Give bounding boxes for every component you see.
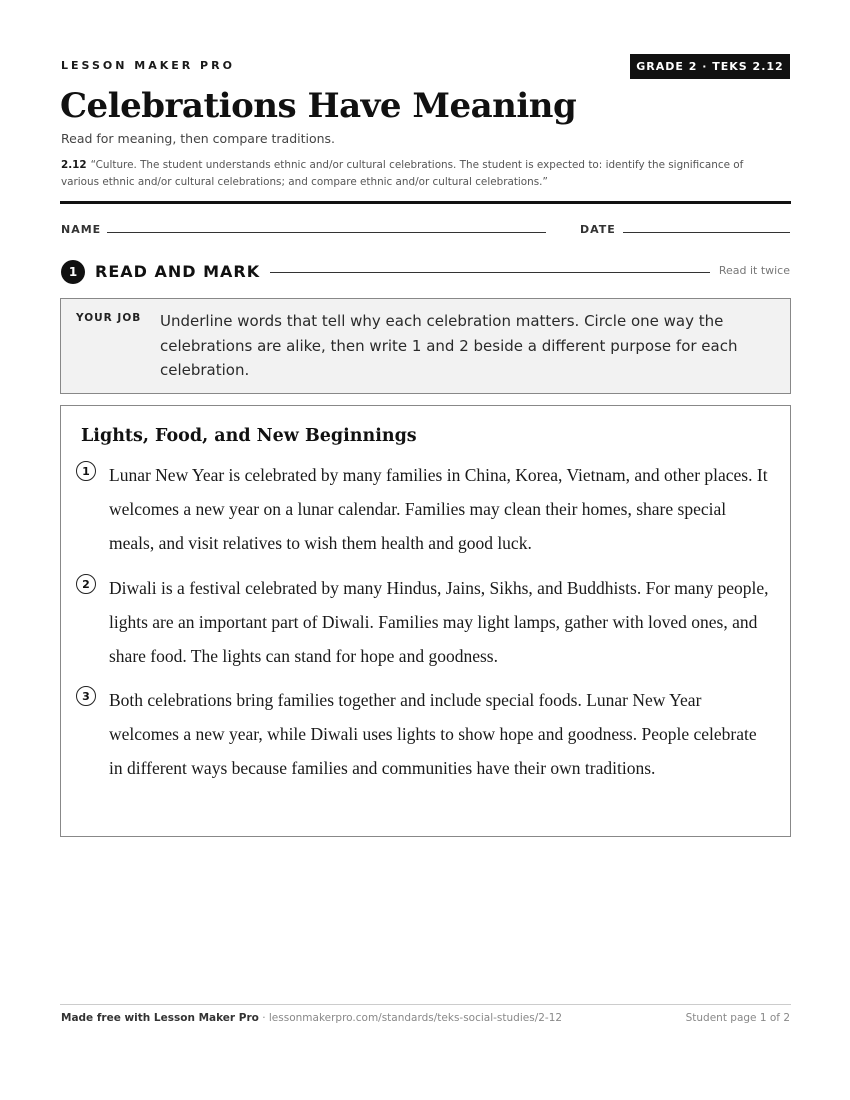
- date-label: DATE: [580, 223, 616, 236]
- footer-credit: [61, 1012, 562, 1024]
- paragraph-text[interactable]: Both celebrations bring families together and include special foods. Lunar New Year welcomes a new year, while Diwali uses lights to show hope and goodness. People celebrate in different ways because families and communities have their own traditions.: [109, 690, 757, 778]
- paragraph-number-badge: 3: [76, 686, 96, 706]
- footer-url[interactable]: · lessonmakerpro.com/standards/teks-social-studies/2-12: [262, 1012, 563, 1024]
- paragraph-number-badge: 1: [76, 461, 96, 481]
- page-title: Celebrations Have Meaning: [60, 86, 577, 126]
- grade-badge: GRADE 2 · TEKS 2.12: [630, 54, 790, 79]
- name-field[interactable]: [107, 232, 546, 233]
- paragraph-number-badge: 2: [76, 574, 96, 594]
- job-label: YOUR JOB: [76, 312, 142, 324]
- header-divider: [60, 201, 791, 204]
- section-divider: [270, 272, 710, 273]
- standard-statement: [61, 157, 781, 191]
- name-label: NAME: [61, 223, 102, 236]
- section-number-badge: 1: [61, 260, 85, 284]
- page-subtitle: Read for meaning, then compare traditions.: [61, 131, 336, 146]
- job-instructions-box: [60, 298, 791, 394]
- date-field[interactable]: [623, 232, 790, 233]
- reading-passage: [60, 405, 791, 837]
- footer-divider: [60, 1004, 791, 1005]
- standard-code: 2.12: [61, 159, 87, 171]
- page-indicator: Student page 1 of 2: [685, 1012, 790, 1024]
- footer-brand: Made free with Lesson Maker Pro: [61, 1012, 259, 1024]
- paragraph-text[interactable]: Diwali is a festival celebrated by many Hindus, Jains, Sikhs, and Buddhists. For many people, lights are an important part of Diwali. Families may light lamps, gather with loved ones, and share food. The lights can stand for hope and goodness.: [109, 578, 769, 666]
- standard-text: “Culture. The student understands ethnic and/or cultural celebrations. The student is expected to: identify the significance of various ethnic and/or cultural celebrations; and compare ethnic and/or cultural celebrations.”: [61, 159, 744, 188]
- paragraph-text[interactable]: Lunar New Year is celebrated by many families in China, Korea, Vietnam, and other places. It welcomes a new year on a lunar calendar. Families may clean their homes, share special meals, and visit relatives to wish them health and good luck.: [109, 465, 768, 553]
- brand-name: LESSON MAKER PRO: [61, 59, 235, 72]
- section-title: READ AND MARK: [95, 262, 261, 281]
- job-text: Underline words that tell why each celebration matters. Circle one way the celebrations are alike, then write 1 and 2 beside a different purpose for each celebration.: [160, 312, 738, 379]
- section-note: Read it twice: [718, 264, 790, 277]
- passage-title: Lights, Food, and New Beginnings: [81, 426, 417, 446]
